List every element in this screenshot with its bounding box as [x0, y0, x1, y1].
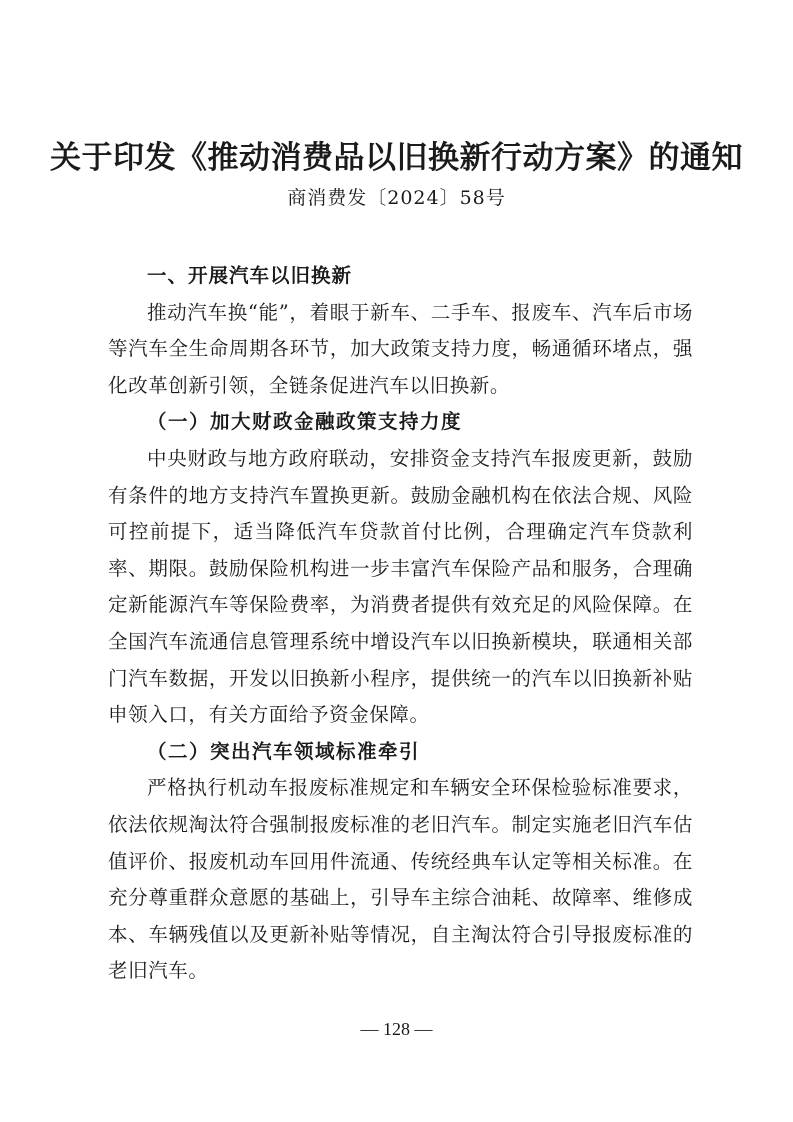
document-title: 关于印发《推动消费品以旧换新行动方案》的通知: [50, 140, 743, 176]
section-intro-paragraph: 推动汽车换“能”，着眼于新车、二手车、报废车、汽车后市场等汽车全生命周期各环节，加大政策支持力度，畅通循环堵点，强化改革创新引领，全链条促进汽车以旧换新。: [108, 300, 693, 397]
page-number: — 128 —: [360, 1019, 433, 1039]
subsection-heading: （一）加大财政金融政策支持力度: [147, 410, 463, 434]
subsection-paragraph: 严格执行机动车报废标准规定和车辆安全环保检验标准要求，依法依规淘汰符合强制报废标准的老旧汽车。制定实施老旧汽车估值评价、报废机动车回用件流通、传统经典车认定等相关标准。在充分尊重群众意愿的基础上，引导车主综合油耗、故障率、维修成本、车辆残值以及更新补贴等情况，自主淘汰符合引导报废标准的老旧汽车。: [108, 776, 693, 983]
section-heading: 一、开展汽车以旧换新: [147, 264, 353, 287]
subsection-paragraph: 中央财政与地方政府联动，安排资金支持汽车报废更新，鼓励有条件的地方支持汽车置换更新。鼓励金融机构在依法合规、风险可控前提下，适当降低汽车贷款首付比例，合理确定汽车贷款利率、期限。鼓励保险机构进一步丰富汽车保险产品和服务，合理确定新能源汽车等保险费率，为消费者提供有效充足的风险保障。在全国汽车流通信息管理系统中增设汽车以旧换新模块，联通相关部门汽车数据，开发以旧换新小程序，提供统一的汽车以旧换新补贴申领入口，有关方面给予资金保障。: [108, 446, 693, 727]
document-body: [108, 258, 693, 990]
subsection-heading: （二）突出汽车领域标准牵引: [147, 739, 421, 763]
document-number: 商消费发〔2024〕58号: [287, 187, 506, 209]
